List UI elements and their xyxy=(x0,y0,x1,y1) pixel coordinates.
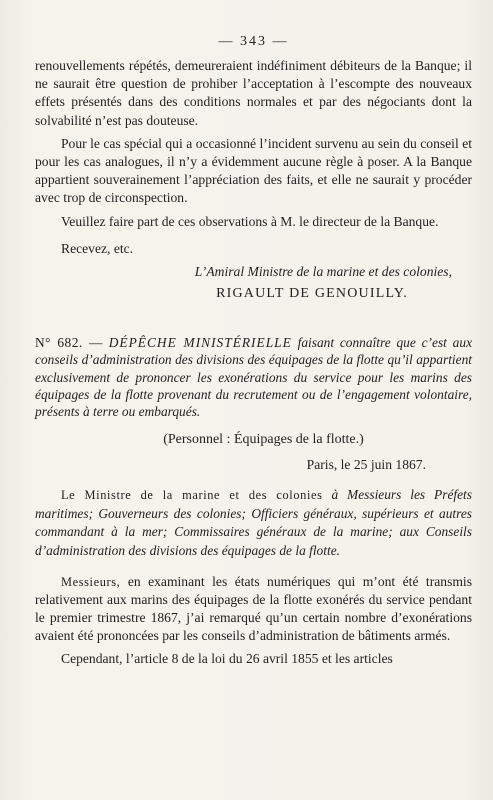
decree-heading xyxy=(35,334,472,420)
decree-body-1 xyxy=(35,573,472,646)
letter-paragraph-2: Pour le cas spécial qui a occasionné l’incident survenu au sein du conseil et pour les cas analogues, il n’y a évidemment aucune règle à poser. A la Banque appartient souverainement l’appréciation des faits, et elle ne saurait y procéder avec trop de circonspection. xyxy=(35,135,472,206)
letter-closing: Recevez, etc. xyxy=(61,240,134,256)
decree-title: DÉPÊCHE MINISTÉRIELLE xyxy=(108,335,292,351)
letter-paragraph-3: Veuillez faire part de ces observations à M. le directeur de la Banque. xyxy=(61,213,439,229)
decree-body-2: Cependant, l’article 8 de la loi du 26 avril 1855 et les articles xyxy=(61,651,393,667)
page-number: — 343 — xyxy=(218,34,289,49)
decree-address xyxy=(35,486,472,560)
decree-summary: faisant connaître que c’est aux conseils d’administration des divisions des équipages de la flotte qu’il appartient exclusivement de prononcer les exonérations du service pour les marins des équipages de la flotte provenant du recrutement ou de l’engagement volontaire, présents à terre ou embarqués. xyxy=(35,335,473,420)
salutation: Messieurs, xyxy=(61,574,121,589)
decree-body-1-text: en examinant les états numériques qui m’ont été transmis relativement aux marins des équipages de la flotte exonérés du service pendant le premier trimestre 1867, j’ai remarqué qu’un certain nombre d’exonérations avaient été prononcées par les conseils d’administration de bâtiments armés. xyxy=(35,573,472,644)
decree-number: N° 682. — xyxy=(35,335,103,351)
letter-paragraph-1: renouvellements répétés, demeureraient indéfiniment débiteurs de la Banque; il ne saurait être question de prohiber l’acceptation à l’escompte des nouveaux effets présentés dans des conditions normales et par des négociants dont la solvabilité n’est pas douteuse. xyxy=(35,58,472,128)
decree-dateline: Paris, le 25 juin 1867. xyxy=(306,457,426,473)
decree-subheading: (Personnel : Équipages de la flotte.) xyxy=(163,432,364,448)
signature-name: RIGAULT DE GENOUILLY. xyxy=(216,286,408,302)
address-lead: Le Ministre de la marine et des colonies xyxy=(61,488,323,503)
signature-title: L’Amiral Ministre de la marine et des colonies, xyxy=(194,264,452,280)
page-content xyxy=(35,34,472,669)
address-recipients: à Messieurs les Préfets maritimes; Gouverneurs des colonies; Officiers généraux, supérieurs et autres commandant à la mer; Commissaires généraux de la marine; aux Conseils d’administration des divisions des équipages de la flotte. xyxy=(35,487,472,559)
